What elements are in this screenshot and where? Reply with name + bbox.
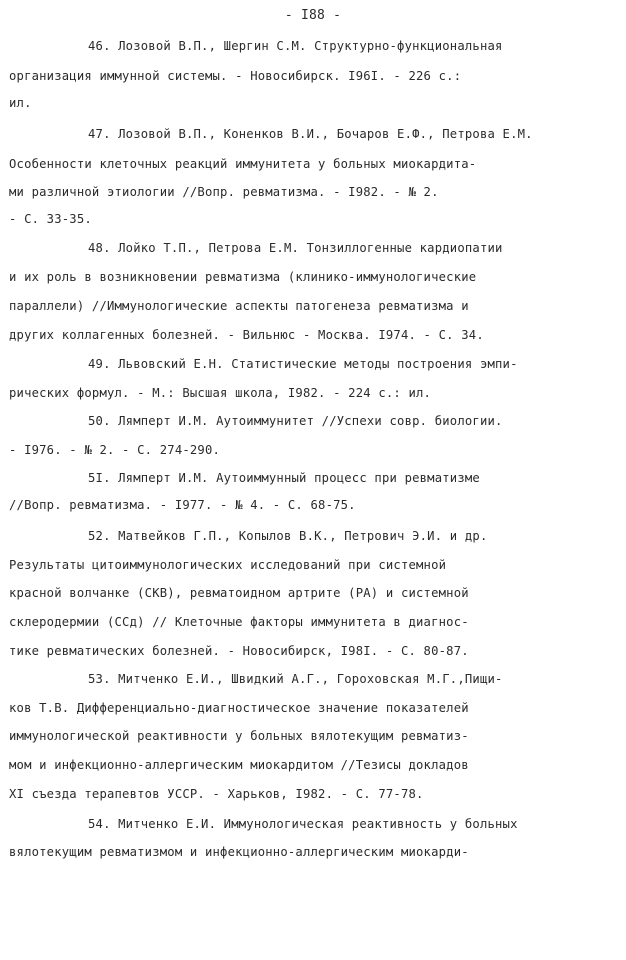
reference-line: 52. Матвейков Г.П., Копылов В.К., Петрович Э.И. и др. bbox=[88, 529, 488, 543]
reference-line: Особенности клеточных реакций иммунитета у больных миокардита- bbox=[9, 157, 477, 171]
reference-line: - С. 33-35. bbox=[9, 212, 92, 226]
reference-line: XI съезда терапевтов УССР. - Харьков, I982. - С. 77-78. bbox=[9, 787, 424, 801]
reference-line: 53. Митченко Е.И., Швидкий А.Г., Гороховская М.Г.,Пищи- bbox=[88, 672, 503, 686]
reference-line: рических формул. - М.: Высшая школа, I982. - 224 с.: ил. bbox=[9, 386, 432, 400]
reference-line: мом и инфекционно-аллергическим миокардитом //Тезисы докладов bbox=[9, 758, 469, 772]
reference-line: других коллагенных болезней. - Вильнюс - Москва. I974. - С. 34. bbox=[9, 328, 484, 342]
reference-line: 47. Лозовой В.П., Коненков В.И., Бочаров Е.Ф., Петрова Е.М. bbox=[88, 127, 533, 141]
reference-line: красной волчанке (СКВ), ревматоидном артрите (РА) и системной bbox=[9, 586, 469, 600]
reference-line: организация иммунной системы. - Новосибирск. I96I. - 226 с.: bbox=[9, 69, 462, 83]
reference-line: 54. Митченко Е.И. Иммунологическая реактивность у больных bbox=[88, 817, 518, 831]
reference-line: 50. Лямперт И.М. Аутоиммунитет //Успехи совр. биологии. bbox=[88, 414, 503, 428]
reference-line: 5I. Лямперт И.М. Аутоиммунный процесс при ревматизме bbox=[88, 471, 480, 485]
reference-line: - I976. - № 2. - С. 274-290. bbox=[9, 443, 221, 457]
reference-line: 46. Лозовой В.П., Шергин С.М. Структурно-функциональная bbox=[88, 39, 503, 53]
reference-line: 49. Львовский Е.Н. Статистические методы построения эмпи- bbox=[88, 357, 518, 371]
page-number: - I88 - bbox=[284, 8, 342, 23]
reference-line: вялотекущим ревматизмом и инфекционно-аллергическим миокарди- bbox=[9, 845, 469, 859]
reference-line: ков Т.В. Дифференциально-диагностическое значение показателей bbox=[9, 701, 469, 715]
reference-line: параллели) //Иммунологические аспекты патогенеза ревматизма и bbox=[9, 299, 469, 313]
reference-line: тике ревматических болезней. - Новосибирск, I98I. - С. 80-87. bbox=[9, 644, 469, 658]
reference-line: и их роль в возникновении ревматизма (клинико-иммунологические bbox=[9, 270, 477, 284]
reference-line: ми различной этиологии //Вопр. ревматизма. - I982. - № 2. bbox=[9, 185, 439, 199]
reference-line: Результаты цитоиммунологических исследований при системной bbox=[9, 558, 447, 572]
reference-line: склеродермии (ССд) // Клеточные факторы иммунитета в диагнос- bbox=[9, 615, 469, 629]
reference-line: 48. Лойко Т.П., Петрова Е.М. Тонзиллогенные кардиопатии bbox=[88, 241, 503, 255]
reference-line: иммунологической реактивности у больных вялотекущим ревматиз- bbox=[9, 729, 469, 743]
reference-line: //Вопр. ревматизма. - I977. - № 4. - С. 68-75. bbox=[9, 498, 356, 512]
reference-line: ил. bbox=[9, 96, 32, 110]
